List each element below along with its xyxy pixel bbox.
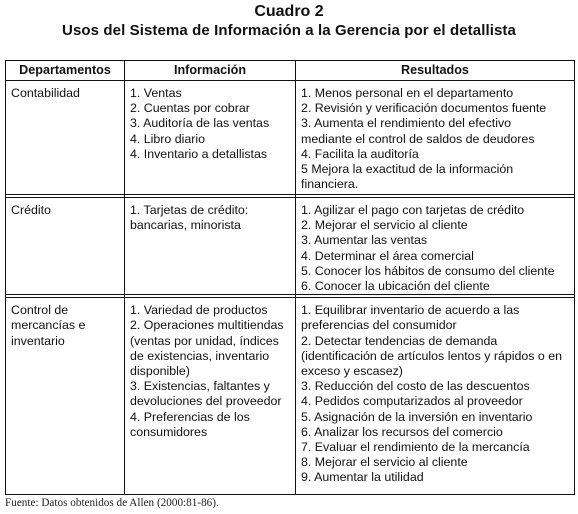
department-cell [6, 198, 125, 295]
information-line: disponible) [130, 364, 190, 379]
department-line: mercancías e [11, 318, 86, 333]
results-line: 7. Evaluar el rendimiento de la mercancía [301, 440, 530, 455]
results-line: 5 Mejora la exactitud de la información [301, 162, 514, 177]
information-line: 4. Inventario a detallistas [130, 146, 268, 161]
results-line: financiera. [301, 177, 359, 192]
table-row [6, 198, 575, 295]
results-line: 2. Detectar tendencias de demanda [301, 333, 498, 348]
results-line: 2. Revisión y verificación documentos fuente [301, 101, 547, 116]
information-line: 3. Existencias, faltantes y [130, 379, 270, 394]
title-block [0, 2, 578, 40]
header-resultados: Resultados [296, 61, 575, 81]
information-line: consumidores [130, 424, 208, 439]
department-cell [6, 298, 125, 495]
results-line: 1. Menos personal en el departamento [301, 86, 514, 100]
information-line: 1. Tarjetas de crédito: [130, 203, 249, 217]
information-line: de existencias, inventario [130, 348, 270, 363]
department-line: Control de [11, 303, 69, 318]
table-subtitle: Usos del Sistema de Información a la Gerencia por el detallista [62, 22, 516, 39]
department-line: Crédito [11, 203, 51, 217]
results-line: preferencias del consumidor [301, 318, 457, 333]
data-table [5, 60, 575, 495]
results-cell [296, 198, 575, 295]
results-line: 1. Agilizar el pago con tarjetas de crédito [301, 203, 525, 217]
table-row [6, 298, 575, 495]
results-cell [296, 81, 575, 195]
results-line: 1. Equilibrar inventario de acuerdo a las [301, 303, 520, 318]
results-line: 9. Aumentar la utilidad [301, 470, 424, 485]
results-line: 4. Determinar el área comercial [301, 248, 474, 263]
source-footnote: Fuente: Datos obtenidos de Allen (2000:81-86). [5, 497, 219, 509]
results-line: 5. Conocer los hábitos de consumo del cliente [301, 263, 555, 278]
table-title: Cuadro 2 [254, 3, 324, 20]
results-line: 5. Asignación de la inversión en inventario [301, 409, 533, 424]
results-line: 3. Reducción del costo de las descuentos [301, 379, 530, 394]
information-line: devoluciones del proveedor [130, 394, 282, 409]
information-cell [125, 198, 296, 295]
information-line: 4. Preferencias de los [130, 409, 250, 424]
results-line: 8. Mejorar el servicio al cliente [301, 455, 468, 470]
results-cell [296, 298, 575, 495]
information-line: 2. Operaciones multitiendas [130, 318, 284, 333]
information-line: 3. Auditoría de las ventas [130, 116, 270, 131]
information-line: 2. Cuentas por cobrar [130, 101, 250, 116]
table-row [6, 81, 575, 195]
results-line: 4. Pedidos computarizados al proveedor [301, 394, 523, 409]
information-line: (ventas por unidad, índices [130, 333, 279, 348]
results-line: 4. Facilita la auditoría [301, 146, 419, 161]
department-line: Contabilidad [11, 86, 80, 100]
information-line: 1. Variedad de productos [130, 303, 268, 318]
results-line: mediante el control de saldos de deudores [301, 131, 535, 146]
department-cell [6, 81, 125, 195]
table-bottom-border [6, 495, 575, 496]
information-cell [125, 81, 296, 195]
results-line: 3. Aumenta el rendimiento del efectivo [301, 116, 512, 131]
department-line: inventario [11, 333, 65, 348]
results-line: (identificación de artículos lentos y rápidos o en [301, 348, 563, 363]
information-line: 1. Ventas [130, 86, 182, 100]
results-line: 3. Aumentar las ventas [301, 233, 428, 248]
information-line: bancarias, minorista [130, 218, 241, 233]
results-line: 6. Conocer la ubicación del cliente [301, 279, 490, 294]
results-line: exceso y escasez) [301, 364, 403, 379]
header-row [6, 61, 575, 81]
header-informacion: Información [125, 61, 296, 81]
header-departamentos: Departamentos [6, 61, 125, 81]
results-line: 6. Analizar los recursos del comercio [301, 424, 503, 439]
information-cell [125, 298, 296, 495]
results-line: 2. Mejorar el servicio al cliente [301, 218, 468, 233]
information-line: 4. Libro diario [130, 131, 206, 146]
